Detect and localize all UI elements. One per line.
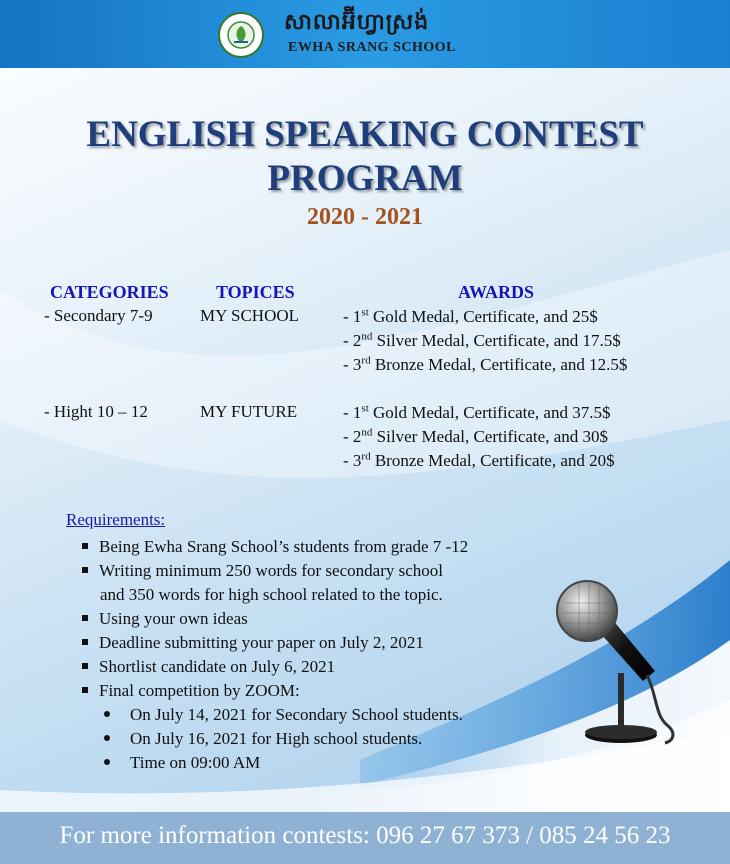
school-emblem-icon — [218, 12, 264, 58]
square-bullet-icon — [82, 567, 88, 573]
award-secondary-3: - 3rd Bronze Medal, Certificate, and 12.5$ — [343, 354, 628, 374]
requirement-item-continuation: and 350 words for high school related to the topic. — [100, 585, 443, 604]
competition-date-item: On July 16, 2021 for High school students. — [104, 729, 422, 749]
requirement-item: Final competition by ZOOM: — [82, 681, 300, 701]
square-bullet-icon — [82, 663, 88, 669]
round-bullet-icon — [104, 759, 110, 765]
requirement-item: Shortlist candidate on July 6, 2021 — [82, 657, 335, 677]
category-high: - Hight 10 – 12 — [44, 402, 148, 421]
requirement-item: Writing minimum 250 words for secondary school — [82, 561, 443, 581]
award-high-1: - 1st Gold Medal, Certificate, and 37.5$ — [343, 402, 611, 422]
microphone-icon — [545, 575, 705, 750]
award-high-3: - 3rd Bronze Medal, Certificate, and 20$ — [343, 450, 615, 470]
competition-date-item: Time on 09:00 AM — [104, 753, 260, 773]
square-bullet-icon — [82, 687, 88, 693]
contact-info: For more information contests: 096 27 67 373 / 085 24 56 23 — [59, 822, 671, 849]
contest-title-line1: ENGLISH SPEAKING CONTEST — [86, 114, 644, 155]
square-bullet-icon — [82, 543, 88, 549]
column-header-topics: TOPICES — [216, 282, 295, 302]
requirements-heading: Requirements: — [66, 510, 166, 529]
award-secondary-1: - 1st Gold Medal, Certificate, and 25$ — [343, 306, 598, 326]
award-secondary-2: - 2nd Silver Medal, Certificate, and 17.5$ — [343, 330, 621, 350]
requirement-item: Deadline submitting your paper on July 2, 2021 — [82, 633, 424, 653]
column-header-awards: AWARDS — [458, 282, 535, 302]
topic-secondary: MY SCHOOL — [200, 306, 300, 325]
topic-high: MY FUTURE — [200, 402, 298, 421]
school-name-khmer: សាលាអ៊ីហ្វាស្រង់ — [284, 10, 430, 35]
square-bullet-icon — [82, 615, 88, 621]
award-high-2: - 2nd Silver Medal, Certificate, and 30$ — [343, 426, 608, 446]
competition-date-item: On July 14, 2021 for Secondary School students. — [104, 705, 463, 725]
requirement-item: Using your own ideas — [82, 609, 248, 629]
school-name-english: EWHA SRANG SCHOOL — [288, 40, 456, 55]
category-secondary: - Secondary 7-9 — [44, 306, 153, 325]
header-banner — [0, 0, 730, 68]
contest-year: 2020 - 2021 — [307, 204, 423, 230]
square-bullet-icon — [82, 639, 88, 645]
round-bullet-icon — [104, 735, 110, 741]
contest-title-line2: PROGRAM — [267, 158, 463, 199]
column-header-categories: CATEGORIES — [50, 282, 169, 302]
requirement-item: Being Ewha Srang School’s students from grade 7 -12 — [82, 537, 468, 557]
round-bullet-icon — [104, 711, 110, 717]
